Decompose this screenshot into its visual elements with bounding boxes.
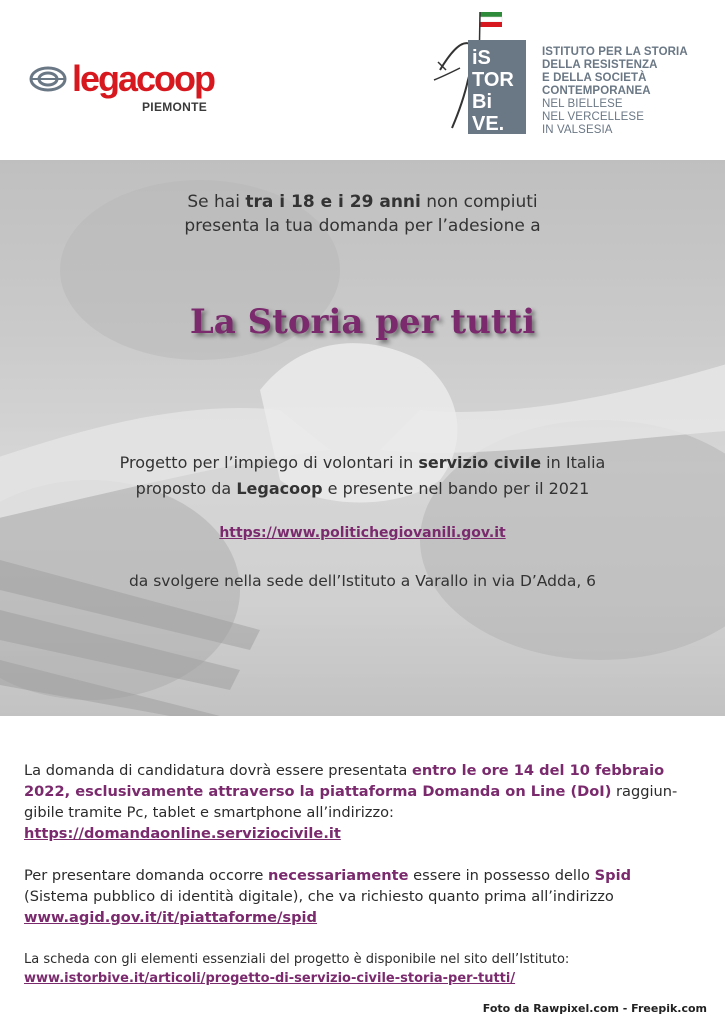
istorbive-name (542, 46, 688, 137)
intro-suffix: non compiuti (420, 192, 538, 212)
domandaonline-link[interactable]: https://domandaonline.serviziocivile.it (24, 825, 341, 842)
venue-text: da svolgere nella sede dell’Istituto a Varallo in via D’Adda, 6 (128, 572, 597, 590)
desc-f: e presente nel bando per il 2021 (322, 479, 590, 498)
desc-a: Progetto per l’impiego di volontari in (119, 453, 419, 472)
project-title: La Storia per tutti (189, 302, 536, 342)
istorbive-mark-3: Bi (472, 91, 492, 113)
p3-text: La scheda con gli elementi essenziali del progetto è disponibile nel sito dell’Istituto: (24, 952, 570, 967)
photo-veil (0, 160, 725, 716)
istorbive-mark-2: TOR (472, 69, 514, 91)
hero-photo-band (0, 160, 725, 716)
agid-link[interactable]: www.agid.gov.it/it/piattaforme/spid (24, 909, 317, 926)
project-sheet-paragraph (24, 950, 704, 988)
p1-deadline: entro le ore 14 del 10 febbraio 2022, esclusivamente attraverso la piattaforma Domanda on Line (DoI) (24, 762, 665, 800)
legacoop-wordmark: legacoop (72, 58, 215, 99)
p2-text-c: essere in possesso dello (408, 867, 595, 884)
desc-c: in Italia (541, 453, 606, 472)
legacoop-region: PIEMONTE (142, 100, 208, 114)
istorbive-line: ISTITUTO PER LA STORIA (542, 46, 688, 58)
politichegiovanili-link[interactable]: https://www.politichegiovanili.gov.it (219, 525, 506, 541)
istorbive-link[interactable]: www.istorbive.it/articoli/progetto-di-servizio-civile-storia-per-tutti/ (24, 971, 516, 986)
istorbive-line: NEL BIELLESE (542, 98, 623, 110)
istorbive-line: DELLA RESISTENZA (542, 59, 658, 71)
istorbive-logo (430, 10, 720, 136)
desc-legacoop: Legacoop (236, 479, 323, 498)
p1-text-c: raggiun-gibile tramite Pc, tablet e smartphone all’indirizzo: (24, 783, 678, 821)
istorbive-emblem-icon (430, 10, 542, 136)
intro-prefix: Se hai (187, 192, 246, 212)
photo-credit: Foto da Rawpixel.com - Freepik.com (482, 1002, 707, 1015)
legacoop-logo (28, 58, 228, 118)
istorbive-line: E DELLA SOCIETÀ (542, 72, 647, 84)
intro-line2: presenta la tua domanda per l’adesione a (184, 216, 541, 236)
legacoop-swirl-icon (28, 62, 68, 96)
p1-text-a: La domanda di candidatura dovrà essere presentata (24, 762, 413, 779)
p2-necessariamente: necessariamente (268, 867, 409, 884)
spid-paragraph (24, 865, 704, 928)
intro-age-range: tra i 18 e i 29 anni (245, 192, 421, 212)
deadline-paragraph (24, 760, 704, 844)
project-description (0, 450, 725, 502)
istorbive-line: NEL VERCELLESE (542, 111, 644, 123)
desc-d: proposto da (135, 479, 237, 498)
p2-text-a: Per presentare domanda occorre (24, 867, 269, 884)
istorbive-line: IN VALSESIA (542, 124, 613, 136)
desc-service: servizio civile (418, 453, 542, 472)
istorbive-mark-4: VE. (472, 113, 505, 135)
hero-intro (0, 190, 725, 238)
p2-text-e: (Sistema pubblico di identità digitale), che va richiesto quanto prima all’indirizzo (24, 888, 614, 905)
p2-spid: Spid (594, 867, 632, 884)
istorbive-mark-1: iS (472, 47, 491, 69)
istorbive-line: CONTEMPORANEA (542, 85, 651, 97)
